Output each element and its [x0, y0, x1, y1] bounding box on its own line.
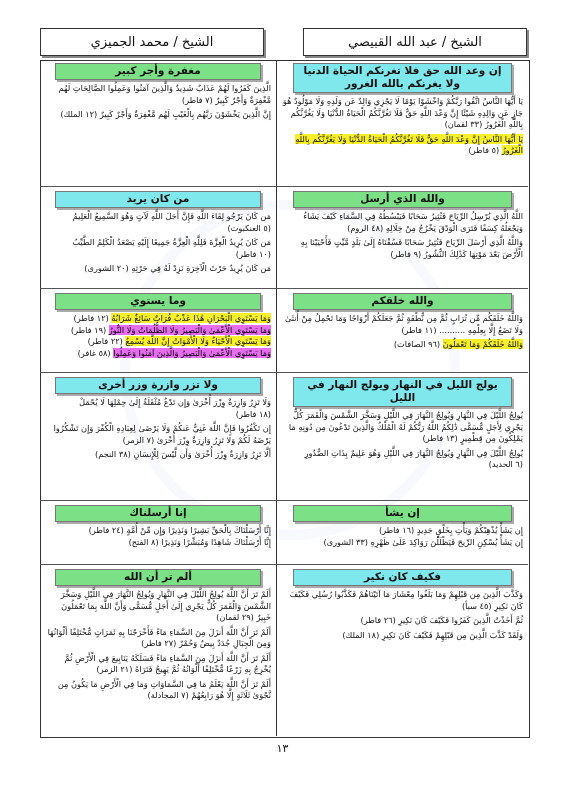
verse: وَمَا يَسْتَوِي الْأَعْمَىٰ وَالْبَصِيرُ وَلَا الظُّلُمَاتُ وَلَا النُّورُ — [108, 324, 271, 335]
verse-ref: (٣٨ النجم) — [95, 449, 131, 459]
verse-ref: (١٨ الملك) — [342, 629, 380, 640]
verse: وَمَا يَسْتَوِي الْبَحْرَانِ هَٰذَا عَذْبٌ فُرَاتٌ سَائِغٌ شَرَابُهُ — [111, 313, 271, 323]
verse: أَلَمْ تَرَ أَنَّ اللَّهَ يُولِجُ اللَّيْلَ فِي النَّهَارِ وَيُولِجُ النَّهَارَ فِي اللَّيْلِ وَسَخَّرَ الشَّمْسَ وَالْقَمَرَ كُلٌّ يَجْرِي إِلَىٰ أَجَلٍ مُّسَمًّى وَأَنَّ اللَّهَ بِمَا تَعْمَلُونَ خَبِيرٌ — [60, 589, 271, 622]
verse: إِنَّ الَّذِينَ يَخْشَوْنَ رَبَّهُم بِالْغَيْبِ لَهُم مَّغْفِرَةٌ وَأَجْرٌ كَبِيرٌ — [99, 109, 271, 119]
section-title: إن وعد الله حق فلا تغرنكم الحياة الدنيا ولا يغرنكم بالله الغرور — [293, 63, 511, 93]
verse-ref: (١٣ فاطر) — [422, 433, 458, 443]
verse: اللَّهُ الَّذِي يُرْسِلُ الرِّيَاحَ فَتُثِيرُ سَحَابًا فَيَبْسُطُهُ فِي السَّمَاءِ كَيْفَ يَشَاءُ وَيَجْعَلُهُ كِسَفًا فَتَرَى الْوَدْقَ يَخْرُجُ مِنْ خِلَالِهِ — [303, 211, 523, 233]
verse-ref: (٧ الزمر) — [122, 434, 155, 445]
section-title: فكيف كان نكير — [293, 569, 511, 586]
verse-ref: (٢٦ فاطر) — [360, 615, 396, 625]
verse-ref: (١٢ الملك) — [60, 109, 98, 119]
verse: ثُمَّ أَخَذْتُ الَّذِينَ كَفَرُوا فَكَيْفَ كَانَ نَكِيرِ — [398, 615, 523, 625]
page-number: ١٣ — [276, 742, 289, 755]
verse-ref: (٢٤ فاطر) — [88, 525, 124, 535]
verse: أَلَمْ تَرَ أَنَّ اللَّهَ أَنزَلَ مِنَ السَّمَاءِ مَاءً فَسَلَكَهُ يَنَابِيعَ فِي الْأَرْضِ ثُمَّ يُخْرِجُ بِهِ زَرْعًا مُّخْتَلِفًا أَلْوَانُهُ ثُمَّ يَهِيجُ فَتَرَاهُ — [64, 652, 271, 674]
section-promise-of-allah — [280, 63, 525, 185]
verse: يَا أَيُّهَا النَّاسُ اتَّقُوا رَبَّكُمْ وَاخْشَوْا يَوْمًا لَا يَجْزِي وَالِدٌ عَن وَلَدِهِ وَلَا مَوْلُودٌ هُوَ جَازٍ عَن وَالِدِهِ شَيْئًا إِنَّ وَعْدَ اللَّهِ حَقٌّ فَلَا تَغُرَّنَّكُمُ الْحَيَاةُ الدُّنْيَا وَلَا يَغُرَّنَّكُم بِاللَّهِ الْغَرُورُ — [282, 96, 523, 129]
verse-ref: (١٦ فاطر) — [378, 525, 415, 535]
section-title: يولج الليل في النهار ويولج النهار في الليل — [293, 377, 511, 407]
verse-ref: (٢٠ الشورى) — [84, 263, 129, 273]
verse-ref: (٢٧ فاطر) — [141, 638, 177, 648]
section-title: ألم تر أن الله — [55, 569, 261, 586]
verse-ref: (٥ العنكبوت) — [227, 222, 271, 233]
row-separator — [40, 564, 528, 565]
verse: إِن يَشَأْ يُسْكِنِ الرِّيحَ فَيَظْلَلْنَ رَوَاكِدَ عَلَىٰ ظَهْرِهِ — [370, 536, 523, 547]
verse: يُولِجُ اللَّيْلَ فِي النَّهَارِ وَيُولِجُ النَّهَارَ فِي اللَّيْلِ وَسَخَّرَ الشَّمْسَ وَالْقَمَرَ كُلٌّ يَجْرِي لِأَجَلٍ مُّسَمًّى ذَٰلِكُمُ اللَّهُ رَبُّكُمْ لَهُ الْمُلْكُ وَالَّذِينَ تَدْعُونَ مِن دُونِهِ مَا يَمْلِكُونَ مِن قِطْمِيرٍ — [288, 410, 523, 443]
section-have-you-not-seen — [43, 569, 273, 734]
verse-ref: (١٢ فاطر) — [73, 313, 109, 323]
section-how-was-rejection — [280, 569, 525, 734]
verse-ref: (٥٨ غافر) — [77, 347, 111, 358]
verse: وَلَقَدْ كَذَّبَ الَّذِينَ مِن قَبْلِهِمْ فَكَيْفَ كَانَ نَكِيرِ — [381, 629, 523, 640]
section-title: إن يشأ — [293, 505, 511, 522]
verse-ref: (٧ فاطر) — [181, 94, 213, 105]
verse-ref: (٩ فاطر) — [390, 248, 422, 259]
verse-ref: (١٠ فاطر) — [235, 248, 271, 259]
verse-ref: (٢٢ فاطر) — [87, 336, 123, 346]
section-if-he-wills — [280, 505, 525, 563]
verse: مَن كَانَ يَرْجُو لِقَاءَ اللَّهِ فَإِنَّ أَجَلَ اللَّهِ لَآتٍ وَهُوَ السَّمِيعُ الْعَلِيمُ — [72, 211, 271, 221]
verse: مَن كَانَ يُرِيدُ الْعِزَّةَ فَلِلَّهِ الْعِزَّةُ جَمِيعًا إِلَيْهِ يَصْعَدُ الْكَلِمُ الطَّيِّبُ — [72, 237, 271, 247]
verse-ref: (٤٨ الروم) — [347, 222, 384, 233]
verse-ref: (٣٣ الشورى) — [323, 536, 368, 547]
verse-ref: (٩٦ الصافات) — [393, 339, 441, 349]
section-title: والله الذي أرسل — [293, 191, 511, 208]
verse: وَلَا تَزِرُ وَازِرَةٌ وِزْرَ أُخْرَىٰ وَإِن تَدْعُ مُثْقَلَةٌ إِلَىٰ حِمْلِهَا لَا يُحْمَلْ — [79, 397, 271, 407]
verse: إِنَّا أَرْسَلْنَاكَ شَاهِدًا وَمُبَشِّرًا وَنَذِيرًا — [161, 536, 271, 547]
section-forgiveness-reward — [43, 63, 273, 185]
section-title: وما يستوي — [55, 293, 261, 310]
verse: وَاللَّهُ خَلَقَكُم مِّن تُرَابٍ ثُمَّ مِن نُّطْفَةٍ ثُمَّ جَعَلَكُمْ أَزْوَاجًا وَمَا تَحْمِلُ مِنْ أُنثَىٰ وَلَا تَضَعُ إِلَّا بِعِلْمِهِ .......... — [284, 313, 523, 335]
verse-ref: (٤٥ سبأ) — [461, 600, 492, 611]
row-separator — [40, 186, 528, 187]
verse: وَكَذَّبَ الَّذِينَ مِن قَبْلِهِمْ وَمَا بَلَغُوا مِعْشَارَ مَا آتَيْنَاهُمْ فَكَذَّبُوا رُسُلِي فَكَيْفَ كَانَ نَكِيرِ — [289, 589, 523, 611]
verse: إِن يَشَأْ يُذْهِبْكُمْ وَيَأْتِ بِخَلْقٍ جَدِيدٍ — [416, 525, 523, 535]
section-title: مغفرة وأجر كبير — [55, 63, 261, 80]
header-right-author: الشيخ / عبد الله القبيصي — [303, 28, 527, 56]
verse: مَن كَانَ يُرِيدُ حَرْثَ الْآخِرَةِ نَزِدْ لَهُ فِي حَرْثِهِ — [131, 263, 271, 273]
header-left-author: الشيخ / محمد الجميزي — [40, 28, 264, 56]
verse: وَاللَّهُ خَلَقَكُمْ وَمَا تَعْمَلُونَ — [442, 339, 523, 349]
verse: الَّذِينَ كَفَرُوا لَهُمْ عَذَابٌ شَدِيدٌ وَالَّذِينَ آمَنُوا وَعَمِلُوا الصَّالِحَاتِ لَهُم مَّغْفِرَةٌ وَأَجْرٌ كَبِيرٌ — [58, 83, 271, 105]
verse-ref: (١٨ فاطر) — [235, 408, 271, 419]
section-no-bearer-burden — [43, 377, 273, 499]
verse-ref: (١٩ فاطر) — [70, 324, 107, 335]
verse-ref: (٢١ الزمر) — [96, 664, 133, 674]
verse-ref: (٦ الحديد) — [488, 459, 523, 469]
section-night-day — [280, 377, 525, 499]
verse: إِن تَكْفُرُوا فَإِنَّ اللَّهَ غَنِيٌّ عَنكُمْ وَلَا يَرْضَىٰ لِعِبَادِهِ الْكُفْرَ وَإِن تَشْكُرُوا يَرْضَهُ لَكُمْ وَلَا تَزِرُ وَازِرَةٌ وِزْرَ أُخْرَىٰ — [53, 423, 271, 445]
verse-ref: (١١ فاطر) — [401, 324, 437, 335]
section-title: إنا أرسلناك — [55, 505, 261, 522]
verse: أَلَمْ تَرَ أَنَّ اللَّهَ يَعْلَمُ مَا فِي السَّمَاوَاتِ وَمَا فِي الْأَرْضِ مَا يَكُونُ مِن نَّجْوَىٰ ثَلَاثَةٍ إِلَّا هُوَ رَابِعُهُمْ — [57, 678, 271, 700]
verse: يُولِجُ اللَّيْلَ فِي النَّهَارِ وَيُولِجُ النَّهَارَ فِي اللَّيْلِ وَهُوَ عَلِيمٌ بِذَاتِ الصُّدُورِ — [304, 447, 523, 458]
verse-ref: (٥ فاطر) — [468, 145, 500, 155]
row-separator — [40, 288, 528, 289]
verse: أَلَّا تَزِرُ وَازِرَةٌ وِزْرَ أُخْرَىٰ وَأَن لَّيْسَ لِلْإِنسَانِ — [133, 449, 271, 459]
verse: وَمَا يَسْتَوِي الْأَحْيَاءُ وَلَا الْأَمْوَاتُ إِنَّ اللَّهَ يُسْمِعُ — [125, 336, 271, 346]
verse-ref: (٢٩ لقمان) — [216, 612, 254, 622]
verse-ref: (٧ المجادلة) — [147, 690, 189, 700]
column-divider — [276, 60, 277, 736]
section-allah-who-sent — [280, 191, 525, 287]
section-title: والله خلقكم — [293, 293, 511, 310]
verse: أَلَمْ تَرَ أَنَّ اللَّهَ أَنزَلَ مِنَ السَّمَاءِ مَاءً فَأَخْرَجْنَا بِهِ ثَمَرَاتٍ مُّخْتَلِفًا أَلْوَانُهَا وَمِنَ الْجِبَالِ جُدَدٌ بِيضٌ وَحُمْرٌ — [47, 626, 271, 648]
section-we-sent-you — [43, 505, 273, 563]
verse: وَمَا يَسْتَوِي الْأَعْمَىٰ وَالْبَصِيرُ وَالَّذِينَ آمَنُوا وَعَمِلُوا — [113, 347, 271, 358]
verse: يَا أَيُّهَا النَّاسُ إِنَّ وَعْدَ اللَّهِ حَقٌّ فَلَا تَغُرَّنَّكُمُ الْحَيَاةُ الدُّنْيَا وَلَا يَغُرَّنَّكُم بِاللَّهِ الْغَرُورُ — [295, 133, 523, 155]
section-not-equal — [43, 293, 273, 371]
row-separator — [40, 500, 528, 501]
verse: إِنَّا أَرْسَلْنَاكَ بِالْحَقِّ بَشِيرًا وَنَذِيرًا وَإِن مِّنْ أُمَّةٍ — [126, 525, 271, 535]
section-title: ولا تزر وازرة وزر أخرى — [55, 377, 261, 394]
section-allah-created-you — [280, 293, 525, 371]
section-title: من كان يريد — [55, 191, 261, 208]
verse-ref: (٨ الفتح) — [128, 536, 159, 547]
section-whoever-wants — [43, 191, 273, 287]
row-separator — [40, 372, 528, 373]
verse: وَاللَّهُ الَّذِي أَرْسَلَ الرِّيَاحَ فَتُثِيرُ سَحَابًا فَسُقْنَاهُ إِلَىٰ بَلَدٍ مَّيِّتٍ فَأَحْيَيْنَا بِهِ الْأَرْضَ بَعْدَ مَوْتِهَا كَذَٰلِكَ النُّشُورُ — [300, 237, 523, 259]
verse-ref: (٣٣ لقمان) — [444, 119, 483, 129]
